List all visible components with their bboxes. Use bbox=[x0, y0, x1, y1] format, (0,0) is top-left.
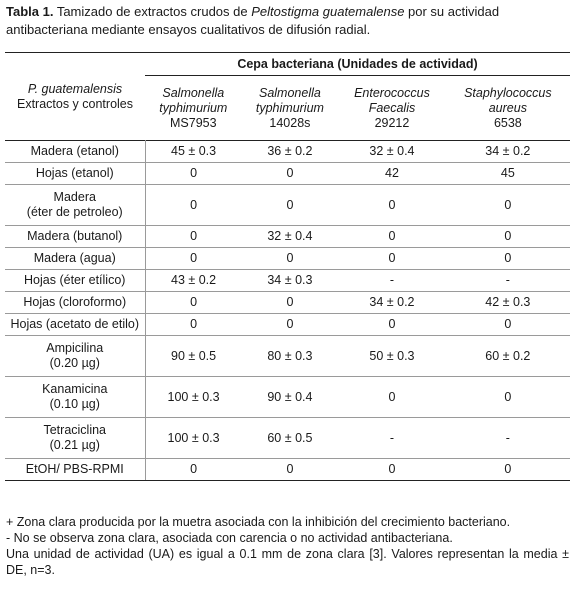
row-label-cell bbox=[5, 185, 145, 226]
value-cell: 0 bbox=[145, 292, 242, 314]
value-cell: 32 ± 0.4 bbox=[338, 141, 445, 163]
column-genus: Staphylococcus bbox=[464, 85, 552, 100]
row-label-cell bbox=[5, 270, 145, 292]
value-cell: - bbox=[338, 270, 445, 292]
value-cell: 0 bbox=[446, 314, 570, 336]
column-strain-code: 29212 bbox=[374, 115, 410, 130]
value-cell: - bbox=[446, 418, 570, 459]
value-cell: 0 bbox=[446, 459, 570, 481]
table-row bbox=[5, 141, 570, 163]
value-cell: 34 ± 0.2 bbox=[338, 292, 445, 314]
value-cell: 34 ± 0.2 bbox=[446, 141, 570, 163]
table-row bbox=[5, 292, 570, 314]
value-cell: 42 bbox=[338, 163, 445, 185]
table-row bbox=[5, 226, 570, 248]
row-label-cell bbox=[5, 141, 145, 163]
value-cell: 0 bbox=[338, 248, 445, 270]
row-label: Madera (butanol) bbox=[27, 229, 123, 243]
value-cell: 50 ± 0.3 bbox=[338, 336, 445, 377]
row-label: Madera (agua) bbox=[33, 251, 116, 265]
row-label-detail: (éter de petroleo) bbox=[26, 205, 123, 219]
value-cell: 0 bbox=[446, 185, 570, 226]
value-cell: 0 bbox=[242, 248, 339, 270]
row-header-species: P. guatemalensis bbox=[27, 81, 123, 96]
table-row bbox=[5, 185, 570, 226]
value-cell: 0 bbox=[145, 248, 242, 270]
value-cell: 0 bbox=[145, 226, 242, 248]
value-cell: 0 bbox=[242, 185, 339, 226]
column-species: typhimurium bbox=[159, 100, 228, 115]
value-cell: 60 ± 0.2 bbox=[446, 336, 570, 377]
table-row bbox=[5, 459, 570, 481]
row-label: Hojas (cloroformo) bbox=[23, 295, 127, 309]
value-cell: 42 ± 0.3 bbox=[446, 292, 570, 314]
value-cell: 0 bbox=[446, 226, 570, 248]
row-label: Hojas (acetato de etilo) bbox=[10, 317, 140, 331]
row-label-cell bbox=[5, 314, 145, 336]
row-label: Kanamicina bbox=[42, 382, 108, 396]
value-cell: 0 bbox=[446, 248, 570, 270]
value-cell: 100 ± 0.3 bbox=[145, 418, 242, 459]
value-cell: 32 ± 0.4 bbox=[242, 226, 339, 248]
value-cell: 60 ± 0.5 bbox=[242, 418, 339, 459]
table-row bbox=[5, 270, 570, 292]
row-label-detail: (0.10 µg) bbox=[49, 397, 100, 411]
column-strain-code: MS7953 bbox=[170, 115, 217, 130]
table-row bbox=[5, 314, 570, 336]
row-label-cell bbox=[5, 459, 145, 481]
value-cell: 0 bbox=[145, 314, 242, 336]
value-cell: 0 bbox=[338, 459, 445, 481]
row-label-detail: (0.21 µg) bbox=[49, 438, 100, 452]
note-minus: - No se observa zona clara, asociada con carencia o no actividad antibacteriana. bbox=[6, 531, 453, 545]
value-cell: 0 bbox=[145, 163, 242, 185]
value-cell: 0 bbox=[446, 377, 570, 418]
value-cell: 0 bbox=[338, 377, 445, 418]
value-cell: 0 bbox=[338, 226, 445, 248]
value-cell: 90 ± 0.5 bbox=[145, 336, 242, 377]
value-cell: 0 bbox=[145, 459, 242, 481]
column-species: Faecalis bbox=[368, 100, 416, 115]
value-cell: - bbox=[446, 270, 570, 292]
column-header bbox=[446, 76, 570, 141]
value-cell: 0 bbox=[338, 314, 445, 336]
value-cell: 36 ± 0.2 bbox=[242, 141, 339, 163]
value-cell: - bbox=[338, 418, 445, 459]
value-cell: 0 bbox=[338, 185, 445, 226]
row-label-cell bbox=[5, 377, 145, 418]
group-header: Cepa bacteriana (Unidades de actividad) bbox=[145, 53, 570, 76]
value-cell: 45 bbox=[446, 163, 570, 185]
row-label: Hojas (etanol) bbox=[35, 166, 114, 180]
column-strain-code: 6538 bbox=[493, 115, 522, 130]
column-genus: Salmonella bbox=[162, 85, 225, 100]
caption-text-after: por su actividad antibacteriana mediante ensayos cualitativos de difusión radial. bbox=[6, 4, 500, 37]
value-cell: 90 ± 0.4 bbox=[242, 377, 339, 418]
column-species: aureus bbox=[488, 100, 527, 115]
row-header-title: Extractos y controles bbox=[16, 96, 133, 111]
table-row bbox=[5, 418, 570, 459]
row-label-cell bbox=[5, 163, 145, 185]
table-row bbox=[5, 377, 570, 418]
row-label: Hojas (éter etílico) bbox=[24, 273, 126, 287]
value-cell: 43 ± 0.2 bbox=[145, 270, 242, 292]
value-cell: 0 bbox=[242, 459, 339, 481]
column-genus: Enterococcus bbox=[354, 85, 430, 100]
row-label-cell bbox=[5, 336, 145, 377]
row-label: Tetraciclina bbox=[43, 423, 107, 437]
note-unit: Una unidad de actividad (UA) es igual a 0.1 mm de zona clara [3]. Valores representan la media ± DE, n=3. bbox=[6, 547, 569, 577]
row-label-cell bbox=[5, 226, 145, 248]
row-label-cell bbox=[5, 248, 145, 270]
column-header bbox=[145, 76, 242, 141]
row-label: EtOH/ PBS-RPMI bbox=[25, 462, 124, 476]
value-cell: 0 bbox=[242, 292, 339, 314]
table-notes bbox=[6, 514, 569, 578]
column-species: typhimurium bbox=[255, 100, 324, 115]
table-row bbox=[5, 248, 570, 270]
row-label: Madera (etanol) bbox=[30, 144, 119, 158]
caption-text-before: Tamizado de extractos crudos de bbox=[53, 4, 252, 19]
column-header bbox=[338, 76, 445, 141]
value-cell: 100 ± 0.3 bbox=[145, 377, 242, 418]
value-cell: 45 ± 0.3 bbox=[145, 141, 242, 163]
row-label: Ampicilina bbox=[46, 341, 104, 355]
row-label-detail: (0.20 µg) bbox=[49, 356, 100, 370]
value-cell: 0 bbox=[145, 185, 242, 226]
value-cell: 0 bbox=[242, 314, 339, 336]
note-plus: + Zona clara producida por la muetra asociada con la inhibición del crecimiento bacteriano. bbox=[6, 515, 511, 529]
column-header bbox=[242, 76, 339, 141]
caption-species: Peltostigma guatemalense bbox=[251, 4, 405, 19]
row-label: Madera bbox=[53, 190, 96, 204]
value-cell: 34 ± 0.3 bbox=[242, 270, 339, 292]
table-caption bbox=[6, 3, 569, 39]
column-strain-code: 14028s bbox=[269, 115, 311, 130]
row-label-cell bbox=[5, 292, 145, 314]
column-genus: Salmonella bbox=[258, 85, 321, 100]
table-row bbox=[5, 336, 570, 377]
caption-label: Tabla 1. bbox=[6, 4, 54, 19]
activity-table bbox=[5, 52, 570, 481]
row-label-cell bbox=[5, 418, 145, 459]
value-cell: 0 bbox=[242, 163, 339, 185]
value-cell: 80 ± 0.3 bbox=[242, 336, 339, 377]
row-header-cell bbox=[5, 53, 145, 141]
table-row bbox=[5, 163, 570, 185]
